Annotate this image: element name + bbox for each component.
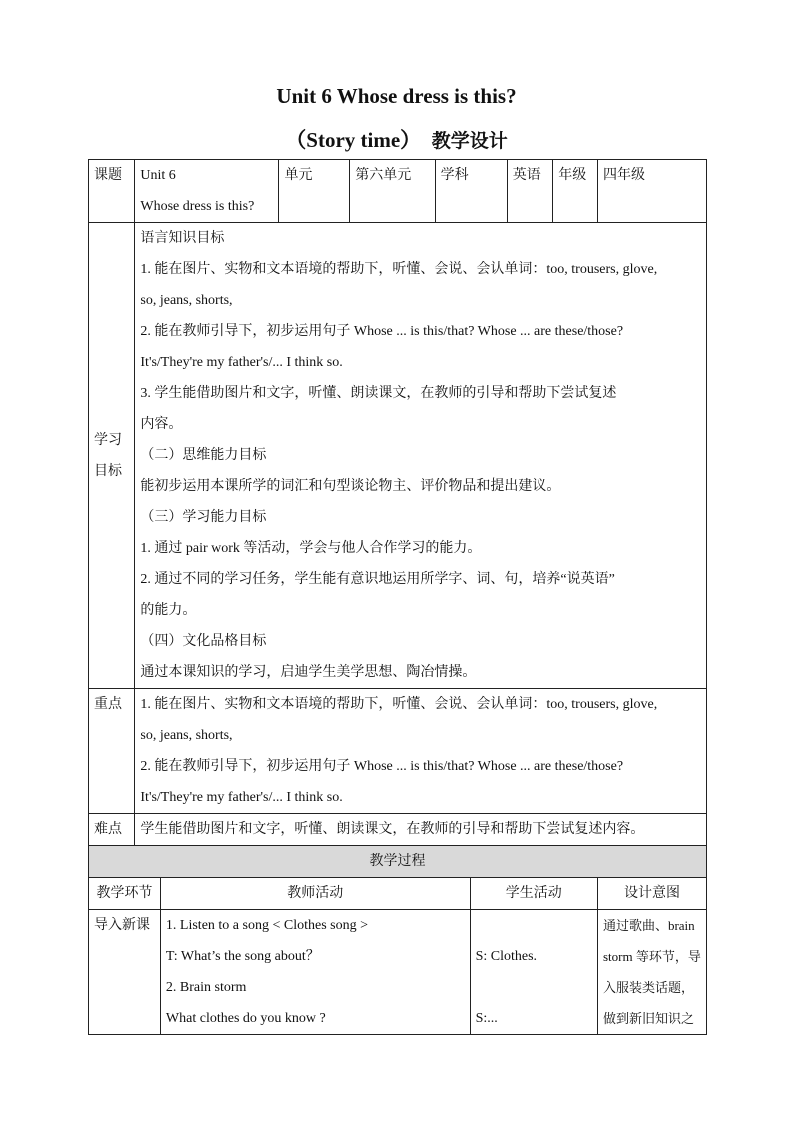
- key-point-line: so, jeans, shorts,: [140, 728, 233, 743]
- objective-line: It's/They're my father's/... I think so.: [140, 355, 343, 370]
- process-title: 教学过程: [89, 846, 707, 878]
- student-activity-line: [476, 910, 592, 941]
- objective-line: so, jeans, shorts,: [140, 293, 233, 308]
- subject-label: 学科: [435, 160, 507, 223]
- objective-line: 语言知识目标: [140, 231, 225, 246]
- key-point-line: 1. 能在图片、实物和文本语境的帮助下，听懂、会说、会认单词：too, trousers, glove,: [140, 697, 658, 712]
- objective-line: （三）学习能力目标: [140, 510, 267, 525]
- key-point-line: It's/They're my father's/... I think so.: [140, 790, 343, 805]
- grade-label: 年级: [553, 160, 598, 223]
- objectives-row: [89, 223, 707, 689]
- key-point-line: 2. 能在教师引导下，初步运用句子 Whose ... is this/that? Whose ... are these/those?: [140, 759, 624, 774]
- objective-line: 能初步运用本课所学的词汇和句型谈论物主、评价物品和提出建议。: [140, 479, 561, 494]
- difficulty-content: 学生能借助图片和文字，听懂、朗读课文，在教师的引导和帮助下尝试复述内容。: [135, 814, 707, 846]
- objective-line: 通过本课知识的学习，启迪学生美学思想、陶冶情操。: [140, 665, 477, 680]
- objective-line: 内容。: [140, 417, 183, 432]
- teacher-activity-line: T: What’s the song about？: [165, 949, 320, 964]
- objective-line: （四）文化品格目标: [140, 634, 267, 649]
- process-row: [89, 910, 707, 1035]
- student-activity: [470, 910, 597, 1035]
- difficulty-label: 难点: [89, 814, 135, 846]
- objective-line: 的能力。: [140, 603, 197, 618]
- document-title: Unit 6 Whose dress is this?: [276, 84, 517, 108]
- difficulty-row: [89, 814, 707, 846]
- objectives-content: [135, 223, 707, 689]
- unit-value: 第六单元: [350, 160, 435, 223]
- info-row: [89, 160, 707, 223]
- topic-value-line: Unit 6: [140, 168, 176, 183]
- process-header-row: [89, 878, 707, 910]
- teacher-activity-line: 2. Brain storm: [165, 980, 247, 995]
- key-points-content: [135, 689, 707, 814]
- key-points-row: [89, 689, 707, 814]
- document-subtitle: [0, 124, 793, 154]
- student-activity-line: S: Clothes.: [475, 949, 538, 964]
- topic-value-line: Whose dress is this?: [140, 199, 255, 214]
- process-stage: 导入新课: [89, 910, 161, 1035]
- key-points-label: 重点: [89, 689, 135, 814]
- unit-label: 单元: [279, 160, 350, 223]
- topic-value: [135, 160, 279, 223]
- teacher-activity-line: 1. Listen to a song < Clothes song >: [165, 918, 368, 933]
- student-activity-line: [476, 972, 592, 1003]
- objective-line: 2. 能在教师引导下，初步运用句子 Whose ... is this/that? Whose ... are these/those?: [140, 324, 624, 339]
- process-title-row: [89, 846, 707, 878]
- subtitle-english: （Story time）: [285, 128, 422, 152]
- lesson-plan-table: [88, 159, 707, 1035]
- design-intent-line: storm 等环节，导: [602, 949, 701, 964]
- objective-line: 1. 通过 pair work 等活动，学会与他人合作学习的能力。: [140, 541, 482, 556]
- grade-value: 四年级: [597, 160, 706, 223]
- design-intent-line: 通过歌曲、brain: [602, 918, 695, 933]
- process-header-stage: 教学环节: [89, 878, 161, 910]
- objective-line: （二）思维能力目标: [140, 448, 267, 463]
- process-header-intent: 设计意图: [597, 878, 706, 910]
- design-intent-line: 入服装类话题，: [602, 980, 694, 995]
- objectives-label-line: 目标: [94, 462, 122, 479]
- subtitle-chinese: 教学设计: [431, 130, 508, 152]
- objectives-label: [89, 223, 135, 689]
- design-intent: [597, 910, 706, 1035]
- objectives-label-line: 学习: [94, 431, 122, 448]
- student-activity-line: S:...: [475, 1011, 498, 1026]
- process-header-student: 学生活动: [470, 878, 597, 910]
- topic-label: 课题: [89, 160, 135, 223]
- subject-value: 英语: [507, 160, 553, 223]
- objective-line: 2. 通过不同的学习任务，学生能有意识地运用所学字、词、句，培养“说英语”: [140, 572, 615, 587]
- design-intent-line: 做到新旧知识之: [602, 1011, 694, 1026]
- objective-line: 1. 能在图片、实物和文本语境的帮助下，听懂、会说、会认单词：too, trousers, glove,: [140, 262, 658, 277]
- process-header-teacher: 教师活动: [160, 878, 470, 910]
- teacher-activity: [160, 910, 470, 1035]
- teacher-activity-line: What clothes do you know ?: [165, 1011, 326, 1026]
- objective-line: 3. 学生能借助图片和文字，听懂、朗读课文，在教师的引导和帮助下尝试复述: [140, 386, 617, 401]
